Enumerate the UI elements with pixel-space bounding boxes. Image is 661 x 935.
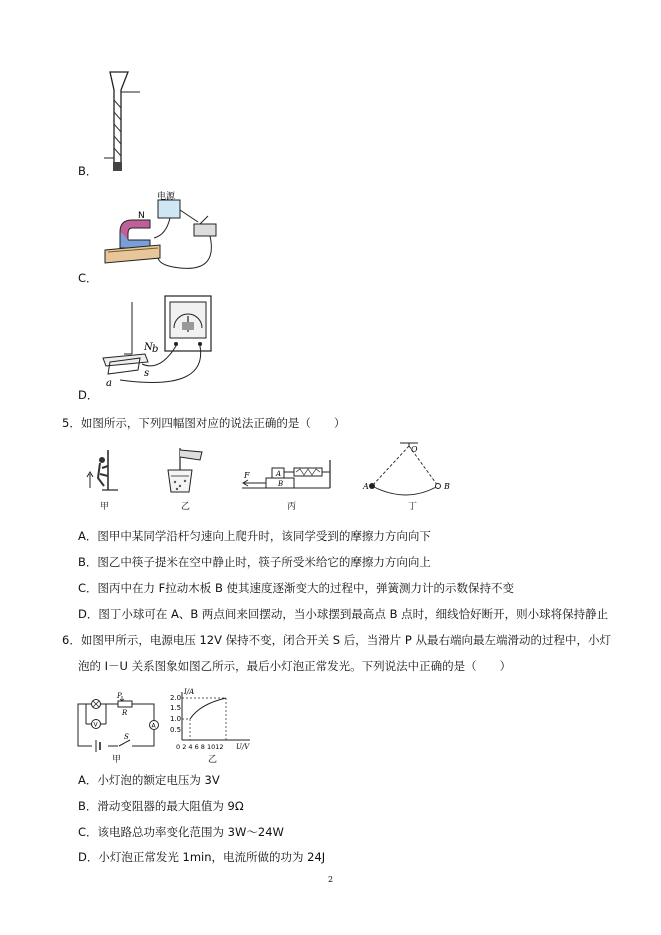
figure-d-galvanometer — [100, 292, 220, 392]
circuit-s-label: S — [124, 733, 129, 741]
question-5-option-c: C．图丙中在力 F拉动木板 B 使其速度逐渐变大的过程中，弹簧测力计的示数保持不变 — [78, 581, 514, 595]
coil-b-label: b — [152, 344, 159, 355]
coil-s-label: s — [144, 368, 150, 379]
circuit-p-label: P — [117, 692, 122, 700]
ding-o-label: O — [411, 445, 418, 454]
figure-6-jia-caption: 甲 — [112, 755, 122, 765]
question-6-stem-line2: 泡的 I－U 关系图象如图乙所示，最后小灯泡正常发光。下列说法中正确的是（ ） — [78, 659, 512, 673]
page-number: 2 — [328, 875, 334, 884]
figure-5-yi-caption: 乙 — [181, 502, 191, 512]
question-6-option-d: D．小灯泡正常发光 1min，电流所做的功为 24J — [78, 850, 326, 864]
graph-xticks: 0 2 4 6 8 1012 — [176, 743, 224, 751]
graph-ytick-2-0: 2.0 — [170, 694, 182, 702]
question-5-stem: 5．如图所示，下列四幅图对应的说法正确的是（ ） — [62, 416, 346, 430]
figure-5-ding — [362, 440, 462, 500]
ding-a-label: A — [363, 482, 369, 491]
bing-f-label: F — [244, 471, 250, 480]
question-6-option-b: B．滑动变阻器的最大阻值为 9Ω — [78, 799, 244, 813]
question-5-option-d: D．图丁小球可在 A、B 两点间来回摆动，当小球摆到最高点 B 点时，细线恰好断开，则小球将保持静止 — [78, 607, 609, 621]
figure-5-bing-caption: 丙 — [287, 502, 297, 512]
graph-xlabel: U/V — [236, 743, 250, 751]
figure-b-tube — [100, 70, 150, 180]
question-5-option-b: B．图乙中筷子提米在空中静止时，筷子所受米给它的摩擦力方向向上 — [78, 555, 431, 569]
option-d-label: D． — [78, 388, 99, 402]
figure-6-circuit — [72, 694, 162, 756]
graph-ytick-0-5: 0.5 — [170, 726, 182, 734]
figure-6-yi-caption: 乙 — [208, 755, 218, 765]
question-5-option-a: A．图甲中某同学沿杆匀速向上爬升时，该同学受到的摩擦力方向向下 — [78, 529, 431, 543]
figure-5-jia-caption: 甲 — [100, 502, 110, 512]
question-6-stem-line1: 6．如图甲所示，电源电压 12V 保持不变，闭合开关 S 后，当滑片 P 从最右端向最左端滑动的过程中，小灯 — [62, 633, 611, 647]
circuit-v-label: V — [93, 721, 98, 729]
figure-5-bing — [238, 456, 338, 496]
graph-ylabel: I/A — [184, 688, 195, 696]
graph-ytick-1-5: 1.5 — [170, 704, 182, 712]
circuit-a-label: A — [151, 722, 156, 730]
bing-b-label: B — [278, 480, 284, 488]
option-c-label: C． — [78, 271, 98, 285]
bing-a-label: A — [276, 470, 282, 478]
option-b-label: B． — [78, 164, 98, 178]
graph-ytick-1-0: 1.0 — [170, 715, 182, 723]
coil-n-label: N — [144, 342, 153, 353]
power-supply-label: 电源 — [157, 192, 176, 202]
figure-5-yi — [166, 446, 216, 498]
circuit-r-label: R — [122, 709, 128, 717]
magnet-n-label: N — [138, 211, 145, 221]
figure-5-jia — [84, 448, 124, 498]
figure-c-magnet-circuit — [100, 190, 230, 275]
coil-a-label: a — [106, 378, 112, 389]
question-6-option-a: A．小灯泡的额定电压为 3V — [78, 773, 220, 787]
question-6-option-c: C．该电路总功率变化范围为 3W～24W — [78, 825, 284, 839]
figure-6-iu-graph — [170, 688, 254, 754]
ding-b-label: B — [444, 482, 450, 491]
figure-5-ding-caption: 丁 — [408, 502, 418, 512]
